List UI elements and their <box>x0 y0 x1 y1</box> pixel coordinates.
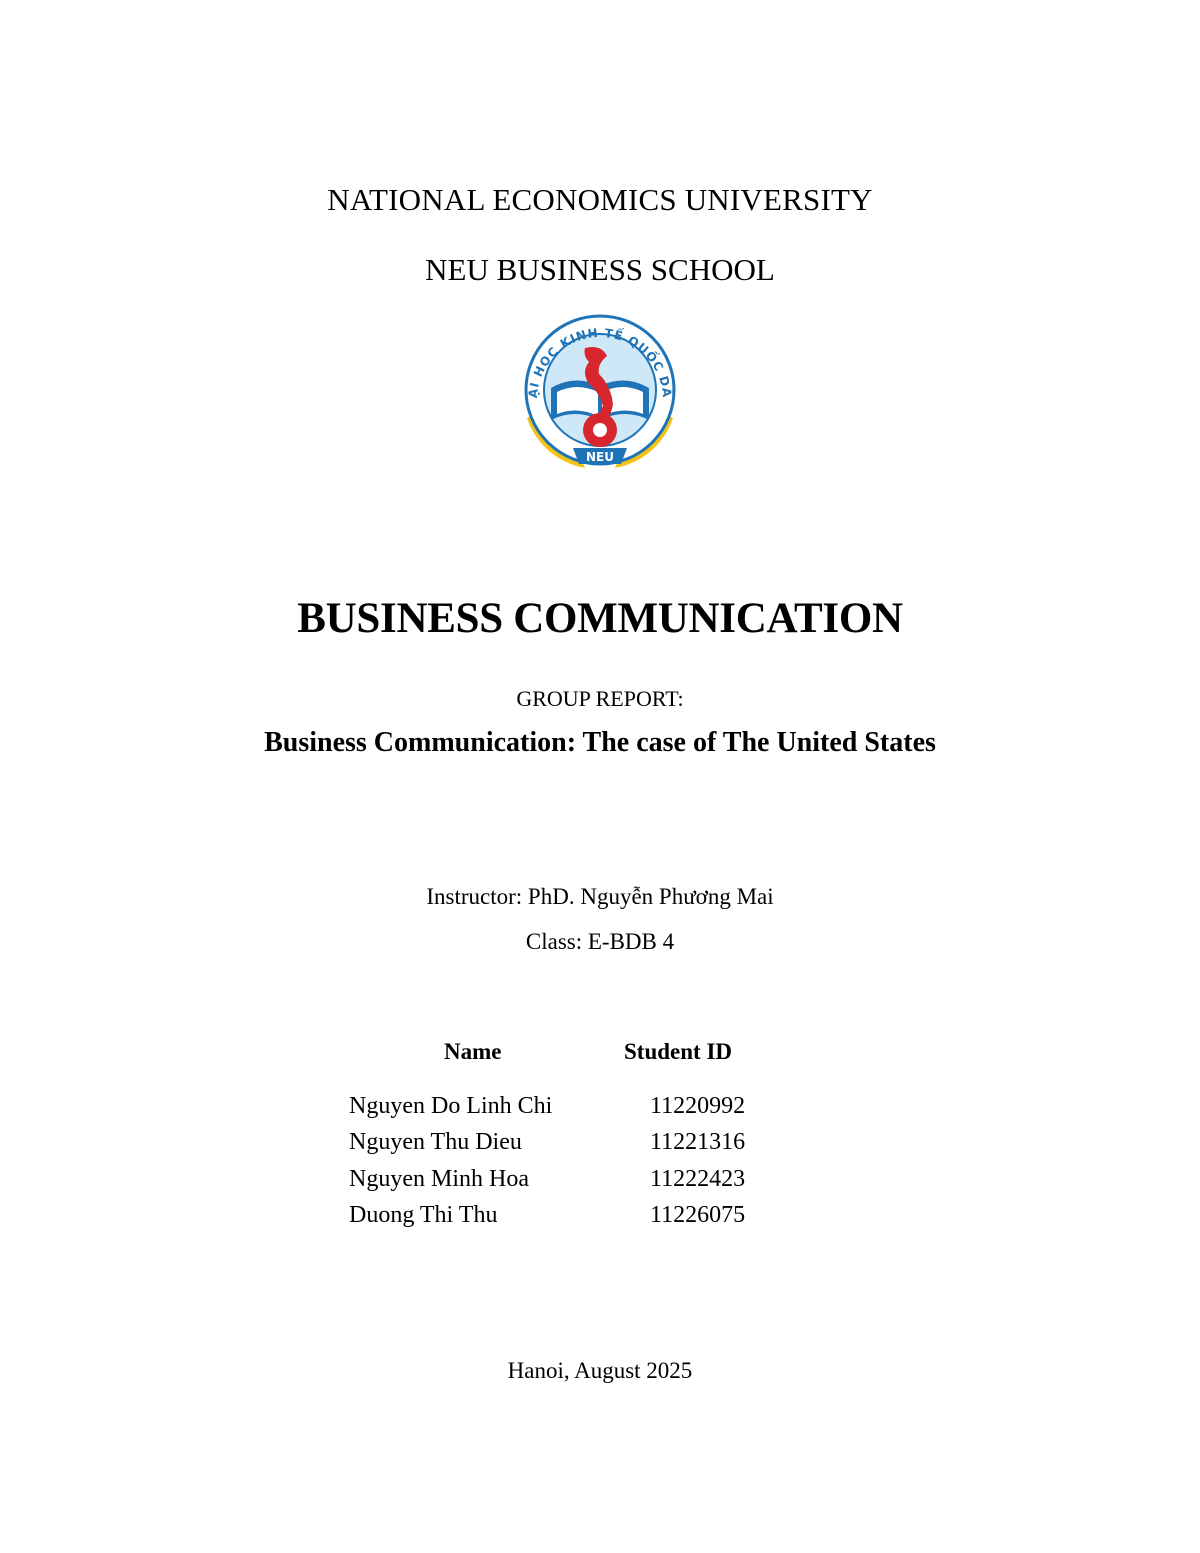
logo-badge-text: NEU <box>586 450 614 464</box>
logo-ring-text: ẠI HỌC KINH TẾ QUỐC DÂ <box>525 325 675 399</box>
report-title: Business Communication: The case of The United States <box>264 727 936 758</box>
student-name: Nguyen Do Linh Chi <box>349 1093 553 1119</box>
student-name: Duong Thi Thu <box>349 1202 498 1228</box>
instructor-line: Instructor: PhD. Nguyễn Phương Mai <box>426 884 774 909</box>
university-name: NATIONAL ECONOMICS UNIVERSITY <box>327 182 873 217</box>
table-row <box>0 1093 1200 1129</box>
table-row <box>0 1129 1200 1165</box>
student-id: 11222423 <box>650 1166 746 1192</box>
table-row <box>0 1202 1200 1238</box>
student-name: Nguyen Minh Hoa <box>349 1166 529 1192</box>
place-date: Hanoi, August 2025 <box>507 1358 693 1383</box>
column-header-student-id: Student ID <box>624 1039 733 1064</box>
table-row <box>0 1166 1200 1202</box>
course-title: BUSINESS COMMUNICATION <box>297 595 903 642</box>
student-name: Nguyen Thu Dieu <box>349 1129 522 1155</box>
school-name: NEU BUSINESS SCHOOL <box>425 252 775 287</box>
student-id: 11226075 <box>650 1202 746 1228</box>
student-id: 11221316 <box>650 1129 746 1155</box>
university-logo <box>515 308 685 478</box>
report-label: GROUP REPORT: <box>516 686 684 711</box>
column-header-name: Name <box>444 1039 502 1064</box>
class-line: Class: E-BDB 4 <box>525 929 675 954</box>
student-id: 11220992 <box>650 1093 746 1119</box>
neu-emblem <box>515 308 685 478</box>
